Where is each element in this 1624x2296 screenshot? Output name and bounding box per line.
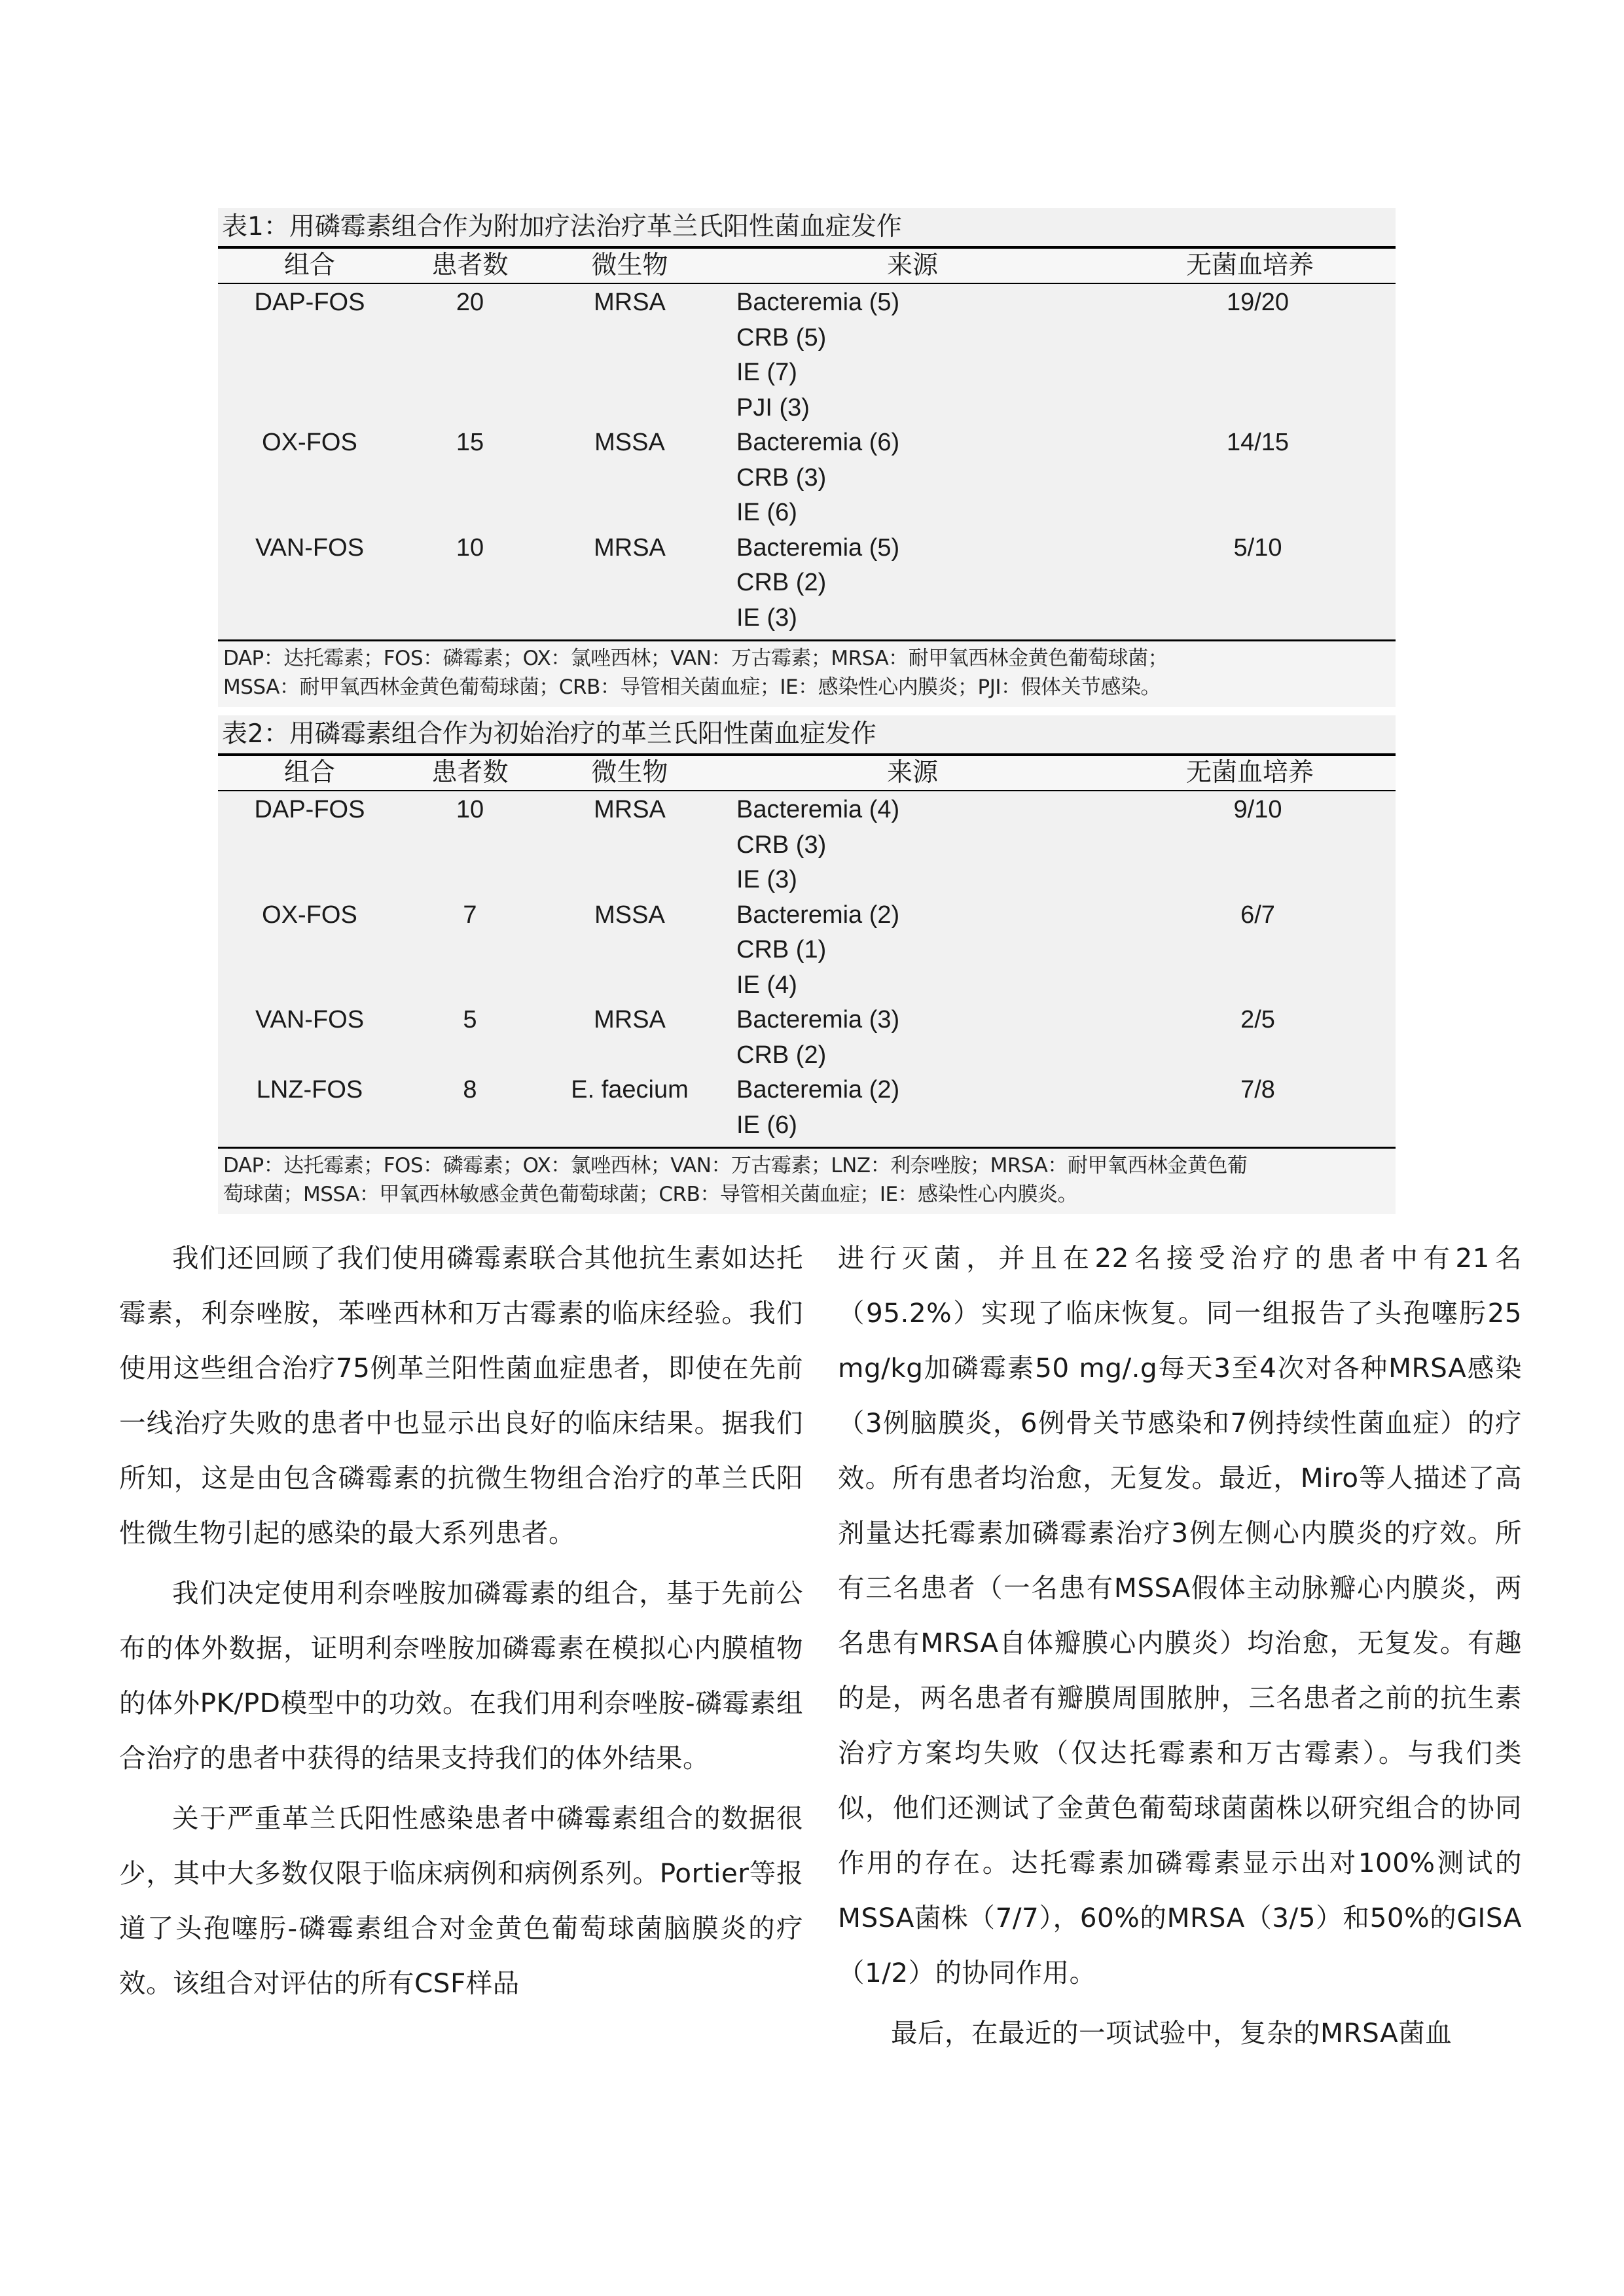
organism-cell: MRSA [594,796,666,823]
table-row [218,425,1396,531]
source-line: CRB (2) [736,1041,827,1069]
table-2-body [218,791,1396,1147]
table-2-header-sterile: 无菌血培养 [1185,758,1314,787]
body-paragraph: 进行灭菌，并且在22名接受治疗的患者中有21名（95.2%）实现了临床恢复。同一组报告了头孢噻肟25 mg/kg加磷霉素50 mg/.g每天3至4次对各种MRSA感染（3例脑膜炎，6例骨关节感染和7例持续性菌血症）的疗效。所有患者均治愈，无复发。最近，Miro等人描述了高剂量达托霉素加磷霉素治疗3例左侧心内膜炎的疗效。所有三名患者（一名患有MSSA假体主动脉瓣心内膜炎，两名患有MRSA自体瓣膜心内膜炎）均治愈，无复发。有趣的是，两名患者有瓣膜周围脓肿，三名患者之前的抗生素治疗方案均失败（仅达托霉素和万古霉素）。与我们类似，他们还测试了金黄色葡萄球菌菌株以研究组合的协同作用的存在。达托霉素加磷霉素显示出对100%测试的MSSA菌株（7/7），60%的MRSA（3/5）和50%的GISA（1/2）的协同作用。 [838,1242,1522,1988]
source-line: Bacteremia (6) [736,429,900,456]
source-cell [721,285,1120,425]
source-line: Bacteremia (2) [736,901,900,929]
source-line: PJI (3) [736,393,810,422]
table-1-header-sterile: 无菌血培养 [1185,251,1314,280]
sterile-cell: 5/10 [1233,533,1282,562]
body-paragraph: 关于严重革兰氏阳性感染患者中磷霉素组合的数据很少，其中大多数仅限于临床病例和病例系列。Portier等报道了头孢噻肟-磷霉素组合对金黄色葡萄球菌脑膜炎的疗效。该组合对评估的所有CSF样品 [119,1803,803,1999]
table-row [218,793,1396,898]
source-line: Bacteremia (4) [736,796,900,823]
source-cell [721,1003,1120,1073]
organism-cell: MSSA [594,901,665,929]
table-row [218,531,1396,636]
sterile-cell: 19/20 [1226,289,1290,316]
table-2 [218,715,1396,1214]
right-text-column [838,1230,1522,2066]
source-line: CRB (3) [736,831,827,859]
table-row [218,898,1396,1003]
table-2-title: 表2：用磷霉素组合作为初始治疗的革兰氏阳性菌血症发作 [218,715,1396,753]
table-2-header-organism: 微生物 [591,758,668,787]
source-line: CRB (1) [736,936,827,963]
combo-cell: LNZ-FOS [256,1076,363,1103]
table-1-body [218,284,1396,639]
combo-cell: OX-FOS [262,901,357,929]
sterile-cell: 7/8 [1240,1076,1275,1103]
body-paragraph: 最后，在最近的一项试验中，复杂的MRSA菌血 [891,2017,1453,2049]
combo-cell: DAP-FOS [254,289,365,316]
table-1-header-organism: 微生物 [591,251,668,280]
sterile-cell: 14/15 [1226,429,1290,456]
source-line: IE (7) [736,359,797,386]
organism-cell: MSSA [594,429,665,456]
source-line: IE (4) [736,971,797,999]
footnote-line: DAP：达托霉素；FOS：磷霉素；OX：氯唑西林；VAN：万古霉素；MRSA：耐甲氧西林金黄色葡萄球菌； [223,647,1168,670]
organism-cell: MRSA [594,289,666,316]
source-cell [721,531,1120,636]
sterile-cell: 9/10 [1233,796,1282,823]
patients-cell: 20 [456,289,484,316]
source-line: CRB (5) [736,323,827,351]
table-2-header-source: 来源 [886,758,938,787]
patients-cell: 8 [463,1076,477,1103]
patients-cell: 10 [456,533,484,562]
source-line: CRB (2) [736,569,827,596]
organism-cell: E. faecium [571,1076,689,1103]
patients-cell: 15 [456,429,484,456]
table-2-header-combo: 组合 [283,758,335,787]
footnote-line: DAP：达托霉素；FOS：磷霉素；OX：氯唑西林；VAN：万古霉素；LNZ：利奈唑胺；MRSA：耐甲氧西林金黄色葡 [223,1154,1248,1177]
source-line: Bacteremia (3) [736,1006,900,1033]
source-line: IE (6) [736,499,797,526]
footnote-line: 萄球菌；MSSA：甲氧西林敏感金黄色葡萄球菌；CRB：导管相关菌血症；IE：感染性心内膜炎。 [223,1183,1078,1206]
table-row [218,285,1396,425]
combo-cell: VAN-FOS [255,533,365,562]
patients-cell: 5 [463,1006,477,1033]
table-1 [218,208,1396,707]
organism-cell: MRSA [594,1006,666,1033]
source-cell [721,793,1120,898]
combo-cell: OX-FOS [262,429,357,456]
table-1-header-source: 来源 [886,251,938,280]
source-line: Bacteremia (5) [736,289,900,316]
source-line: IE (3) [736,866,797,893]
table-1-footnote [218,641,1396,707]
table-2-header-row [218,756,1396,790]
patients-cell: 7 [463,901,477,929]
table-1-header-row [218,249,1396,283]
source-line: Bacteremia (5) [736,533,900,562]
sterile-cell: 6/7 [1240,901,1275,929]
source-line: Bacteremia (2) [736,1076,900,1103]
table-1-header-patients: 患者数 [431,251,509,280]
combo-cell: DAP-FOS [254,796,365,823]
source-line: IE (3) [736,603,797,632]
table-2-footnote [218,1149,1396,1214]
body-paragraph: 我们决定使用利奈唑胺加磷霉素的组合，基于先前公布的体外数据，证明利奈唑胺加磷霉素在模拟心内膜植物的体外PK/PD模型中的功效。在我们用利奈唑胺-磷霉素组合治疗的患者中获得的结果支持我们的体外结果。 [119,1577,803,1774]
left-text-column [119,1230,803,2016]
table-row [218,1073,1396,1143]
table-row [218,1003,1396,1073]
patients-cell: 10 [456,796,484,823]
source-line: CRB (3) [736,463,827,492]
body-paragraph: 我们还回顾了我们使用磷霉素联合其他抗生素如达托霉素，利奈唑胺，苯唑西林和万古霉素的临床经验。我们使用这些组合治疗75例革兰阳性菌血症患者，即使在先前一线治疗失败的患者中也显示出良好的临床结果。据我们所知，这是由包含磷霉素的抗微生物组合治疗的革兰氏阳性微生物引起的感染的最大系列患者。 [119,1242,803,1549]
source-cell [721,425,1120,531]
sterile-cell: 2/5 [1240,1006,1275,1033]
combo-cell: VAN-FOS [255,1006,365,1033]
source-cell [721,898,1120,1003]
table-2-header-patients: 患者数 [431,758,509,787]
table-1-title: 表1：用磷霉素组合作为附加疗法治疗革兰氏阳性菌血症发作 [218,208,1396,246]
source-cell [721,1073,1120,1143]
footnote-line: MSSA：耐甲氧西林金黄色葡萄球菌；CRB：导管相关菌血症；IE：感染性心内膜炎；PJI：假体关节感染。 [223,675,1161,699]
organism-cell: MRSA [594,533,666,562]
source-line: IE (6) [736,1111,797,1139]
table-1-header-combo: 组合 [283,251,335,280]
